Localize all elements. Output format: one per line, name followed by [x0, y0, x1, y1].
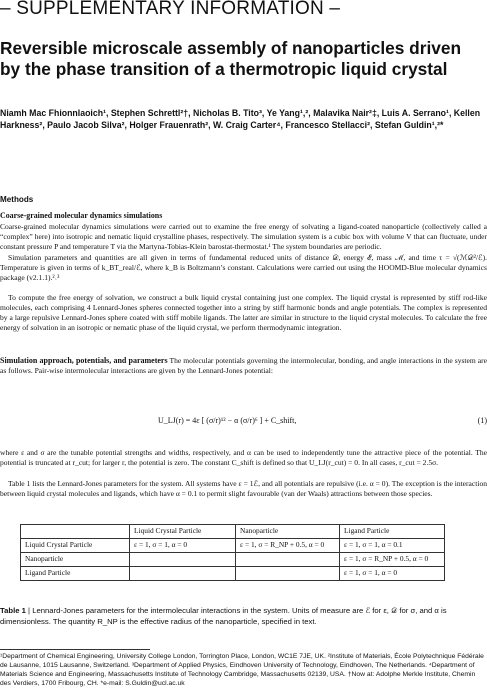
table-cell: Liquid Crystal Particle	[21, 539, 130, 553]
cg-md-subheading: Coarse-grained molecular dynamics simulations	[0, 211, 163, 220]
table-header-cell: Ligand Particle	[340, 525, 445, 539]
table-caption	[0, 605, 487, 627]
table-header-row	[21, 525, 445, 539]
caption-text: | Lennard-Jones parameters for the intermolecular interactions in the system. Units of measure are ℰ for ε, 𝒟 for σ, and α is dimensionless. The quantity R_NP is the effective radius of the nanoparticle, specified in text.	[0, 606, 447, 627]
lennard-jones-parameter-table	[20, 524, 445, 581]
table-header-cell: Nanoparticle	[236, 525, 340, 539]
table-row	[21, 567, 445, 581]
table-cell: ε = 1, σ = R_NP + 0.5, α = 0	[236, 539, 340, 553]
table-cell	[236, 567, 340, 581]
caption-label: Table 1	[0, 606, 26, 615]
table-cell: ε = 1, σ = 1, α = 0.1	[340, 539, 445, 553]
table-cell	[130, 567, 236, 581]
table-cell: ε = 1, σ = R_NP + 0.5, α = 0	[340, 553, 445, 567]
methods-paragraph-4	[0, 356, 487, 376]
table-header-cell	[21, 525, 130, 539]
methods-paragraph-1: Coarse-grained molecular dynamics simulations were carried out to examine the free energy of solvating a ligand-coated nanoparticle (collectively called a “complex” here) into isotropic and nematic liquid crystalline phases, respectively. The simulation system is a cubic box with volume V that can fluctuate, under constant pressure P and temperature T via the Martyna-Tobias-Klein barostat-thermostat.¹ The system boundaries are periodic.	[0, 222, 487, 252]
equation-formula: U_LJ(r) = 4ε [ (σ/r)¹² − α (σ/r)⁶ ] + C_shift,	[158, 416, 297, 425]
table-cell: Ligand Particle	[21, 567, 130, 581]
methods-paragraph-3: To compute the free energy of solvation, we construct a bulk liquid crystal containing just one complex. The liquid crystal is represented by stiff rod-like molecules, each comprising 4 Lennard-Jones spheres connected together into a string by stiff harmonic bonds and angle potentials. The complex is represented by a large repulsive Lennard-Jones sphere coated with stiff mobile ligands. The latter are similar in structure to the liquid crystal molecules. To calculate the free energy of solvation in an isotropic or nematic phase of the liquid crystal, we perform thermodynamic integration.	[0, 293, 487, 333]
runin-text: The molecular potentials governing the intermolecular, bonding, and angle interactions in the system are as follows. Pair-wise intermolecular interactions are given by the Lennard-Jones potential:	[0, 356, 487, 376]
affiliation-footnotes: ¹Department of Chemical Engineering, University College London, Torrington Place, London, WC1E 7JE, UK. ²Institute of Materials, École Polytechnique Fédérale de Lausanne, 1015 Lausanne, Switzerland. ³Department of Applied Physics, Eindhoven University of Technology, Eindhoven, The Netherlands. ⁴Department of Materials Science and Engineering, Massachusetts Institute of Technology Cambridge, Massachusetts 02139, USA. †Now at: Adolphe Merkle Institute, Chemin des Verdiers, 1700 Fribourg, CH. *e-mail: S.Guldin@ucl.ac.uk	[0, 653, 484, 687]
footnote-divider	[0, 649, 150, 650]
equation-number: (1)	[477, 416, 487, 425]
table-header-cell: Liquid Crystal Particle	[130, 525, 236, 539]
table-cell: ε = 1, σ = 1, α = 0	[340, 567, 445, 581]
table-cell: ε = 1, σ = 1, α = 0	[130, 539, 236, 553]
table-cell	[130, 553, 236, 567]
methods-paragraph-5: where ε and σ are the tunable potential strengths and widths, respectively, and α can be used to independently tune the attractive piece of the potential. The potential is truncated at r_cut; for larger r, the potential is zero. The constant C_shift is defined so that U_LJ(r_cut) = 0. In all cases, r_cut = 2.5σ.	[0, 448, 487, 468]
supplementary-heading: – SUPPLEMENTARY INFORMATION –	[0, 0, 341, 19]
table-cell	[236, 553, 340, 567]
methods-paragraph-6: Table 1 lists the Lennard-Jones parameters for the system. All systems have ε = 1ℰ, and all potentials are repulsive (i.e. α = 0). The exception is the interaction between liquid crystal molecules and ligands, which have α = 0.1 to permit slight favourable (van der Waals) attractions between those species.	[0, 479, 487, 499]
runin-heading: Simulation approach, potentials, and parameters	[0, 356, 168, 365]
table-row	[21, 539, 445, 553]
table-cell: Nanoparticle	[21, 553, 130, 567]
author-list: Niamh Mac Fhionnlaoich¹, Stephen Schrettl²†, Nicholas B. Tito³, Ye Yang¹,², Malavika Nair²‡, Luis A. Serrano¹, Kellen Harkness², Paulo Jacob Silva², Holger Frauenrath², W. Craig Carter⁴, Francesco Stellacci², Stefan Guldin¹,²*	[0, 108, 481, 131]
methods-paragraph-2: Simulation parameters and quantities are all given in terms of fundamental reduced units of distance 𝒟, energy ℰ, mass ℳ, and time τ = √(ℳ𝒟²/ℰ). Temperature is given in terms of k_BT_real/ℰ, where k_B is Boltzmann’s constant. Calculations were carried out using the HOOMD-Blue molecular dynamics package (v2.1.1).²˒³	[0, 253, 487, 283]
methods-heading: Methods	[0, 195, 34, 204]
paper-title: Reversible microscale assembly of nanoparticles driven by the phase transition of a thermotropic liquid crystal	[0, 38, 462, 79]
table-row	[21, 553, 445, 567]
lennard-jones-equation	[0, 413, 487, 437]
